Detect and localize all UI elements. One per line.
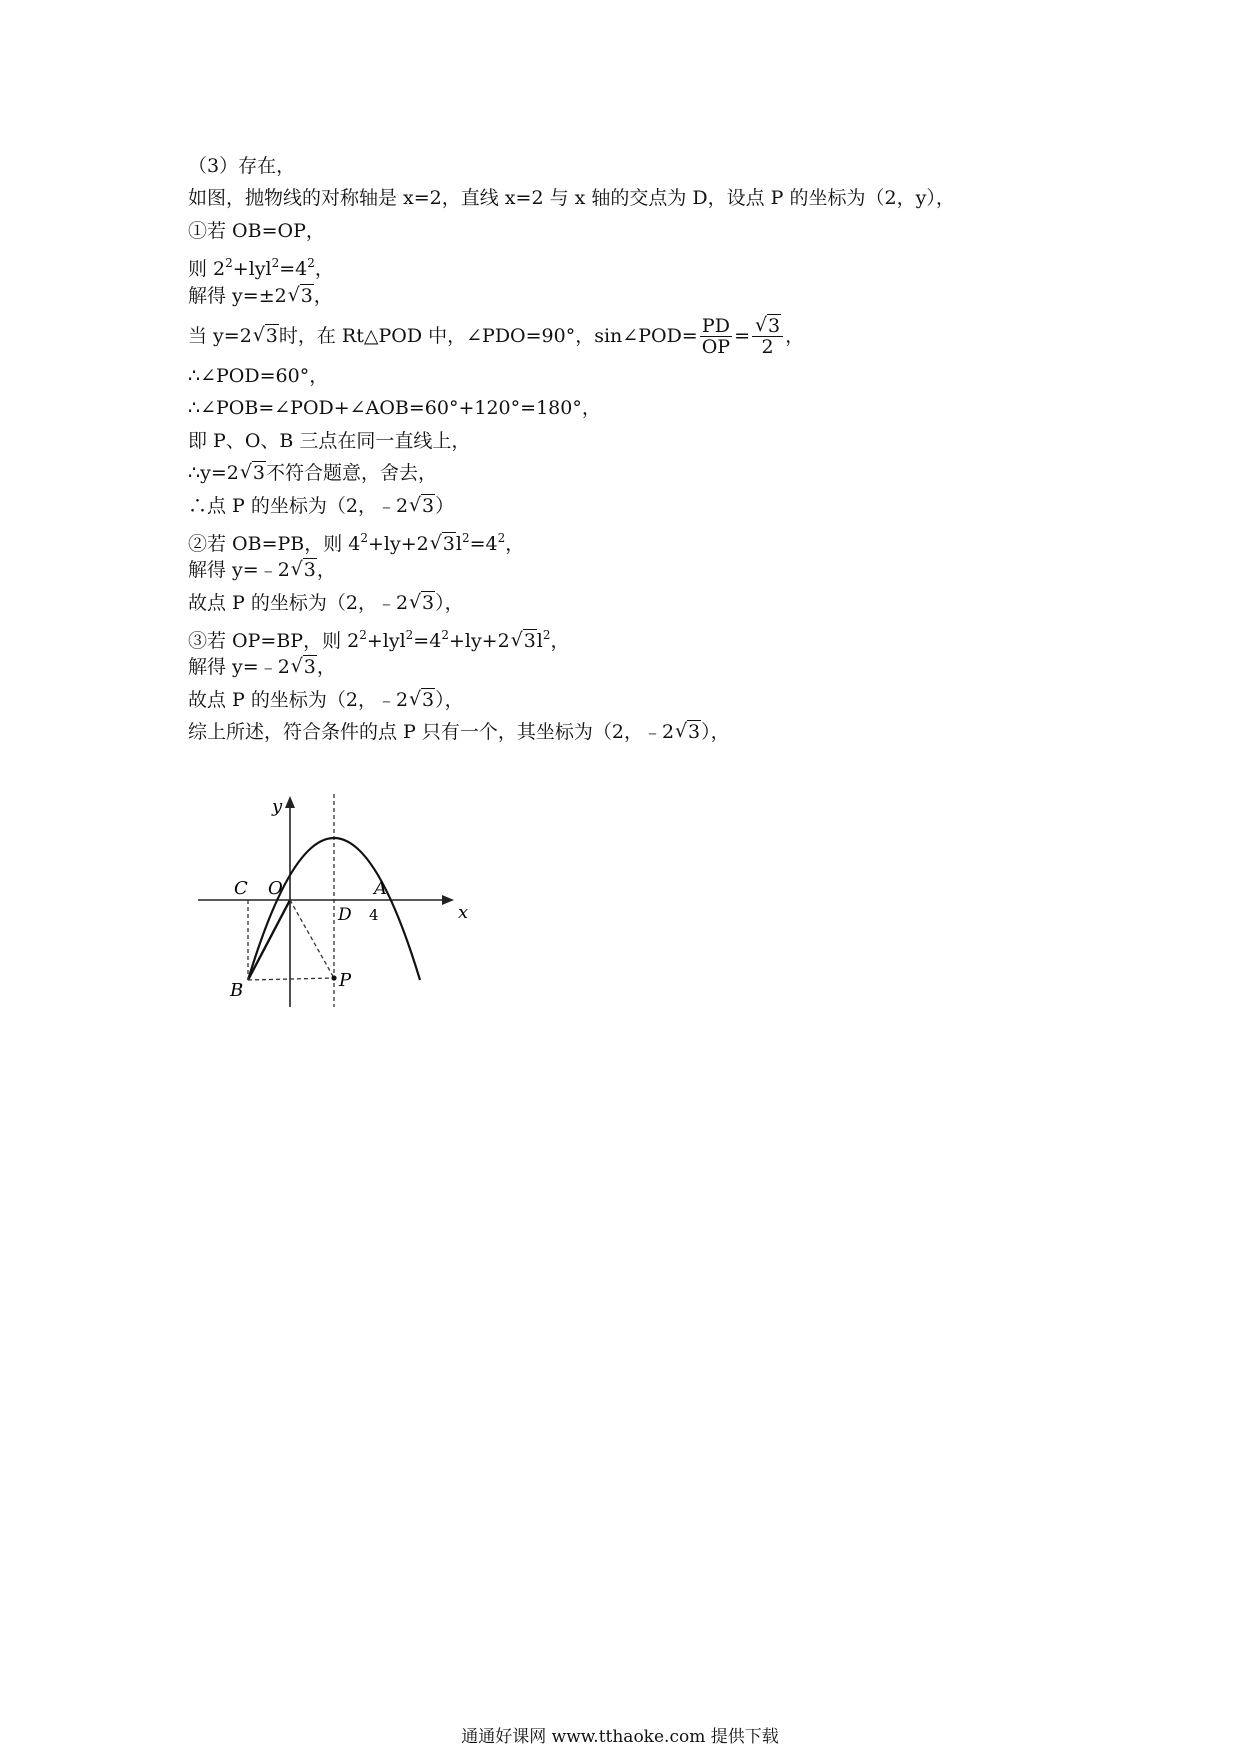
label-b: B	[230, 980, 244, 1001]
sqrt: √ 3	[409, 684, 435, 716]
line-3: ①若 OB=OP，	[188, 219, 325, 242]
line-16: 解得 y=﹣2√ 3，	[188, 651, 1088, 683]
label-4: 4	[369, 906, 379, 924]
x-axis-arrow	[442, 895, 454, 905]
sqrt: √ 3	[511, 625, 537, 657]
line-13: 解得 y=﹣2√ 3，	[188, 554, 1088, 586]
line-12: ②若 OB=PB，则 $4^2+ly+2√$ $3l^2=4^2$，	[188, 522, 1088, 554]
sqrt: √ 3	[291, 554, 317, 586]
sqrt: √ 3	[288, 280, 314, 312]
line-1: （3）存在，	[188, 155, 296, 177]
line-7: ∴∠POD=60°，	[188, 364, 329, 387]
line-5: 解得 y=±2√ 3，	[188, 280, 1088, 312]
solution-text	[188, 150, 1088, 749]
segment-op	[290, 900, 334, 978]
label-d: D	[338, 905, 352, 925]
line-18: 综上所述，符合条件的点 P 只有一个，其坐标为（2，﹣2√ 3），	[188, 716, 1088, 748]
line-6: 当 y=2√ 3时，在 Rt△POD 中，∠PDO=90°，sin∠POD= $\frac{PD}{OP}$ = √ $\frac{3}{2}$ ，	[188, 312, 1088, 360]
figure-svg	[188, 782, 478, 1012]
page-footer: 通通好课网 www.tthaoke.com 提供下载	[461, 1727, 779, 1747]
fraction-sqrt3-2: √ $\frac{3}{2}$	[752, 316, 783, 357]
line-8: ∴∠POB=∠POD+∠AOB=60°+120°=180°，	[188, 397, 601, 420]
sqrt: √ 3	[675, 716, 701, 748]
segment-ob	[248, 900, 290, 980]
sqrt: √ 3	[409, 490, 435, 522]
label-y: y	[272, 796, 283, 817]
label-p: P	[339, 970, 352, 991]
sqrt: √ 3	[409, 587, 435, 619]
sqrt: √ 3	[755, 316, 781, 336]
label-a: A	[374, 878, 387, 899]
line-15: ③若 OP=BP，则 $2^2+lyl^2=4^2+ly+2√$ $3l^2$，	[188, 619, 1088, 651]
sqrt: √ 3	[253, 312, 279, 360]
line-14: 故点 P 的坐标为（2，﹣2√ 3），	[188, 587, 1088, 619]
label-o: O	[268, 878, 283, 899]
line-4: 则 $2^2+lyl^2=4^2$，	[188, 256, 334, 281]
parabola-figure	[188, 782, 478, 1012]
line-9: 即 P、O、B 三点在同一直线上，	[188, 429, 471, 452]
line-11: ∴点 P 的坐标为（2，﹣2√ 3）	[188, 490, 1088, 522]
y-axis-arrow	[285, 796, 295, 808]
line-2: 如图，抛物线的对称轴是 x=2，直线 x=2 与 x 轴的交点为 D，设点 P 的坐标为（2，y），	[188, 187, 955, 210]
sqrt: √ 3	[430, 528, 456, 560]
label-c: C	[234, 878, 248, 899]
segment-bp	[248, 978, 334, 980]
point-p	[331, 975, 336, 980]
fraction-pd-op: $\frac{PD}{OP}$	[701, 315, 731, 359]
line-10: ∴y=2√ 3不符合题意，舍去，	[188, 457, 1088, 489]
label-x: x	[458, 902, 469, 923]
line-17: 故点 P 的坐标为（2，﹣2√ 3），	[188, 684, 1088, 716]
sqrt: √ 3	[240, 457, 266, 489]
sqrt: √ 3	[291, 651, 317, 683]
